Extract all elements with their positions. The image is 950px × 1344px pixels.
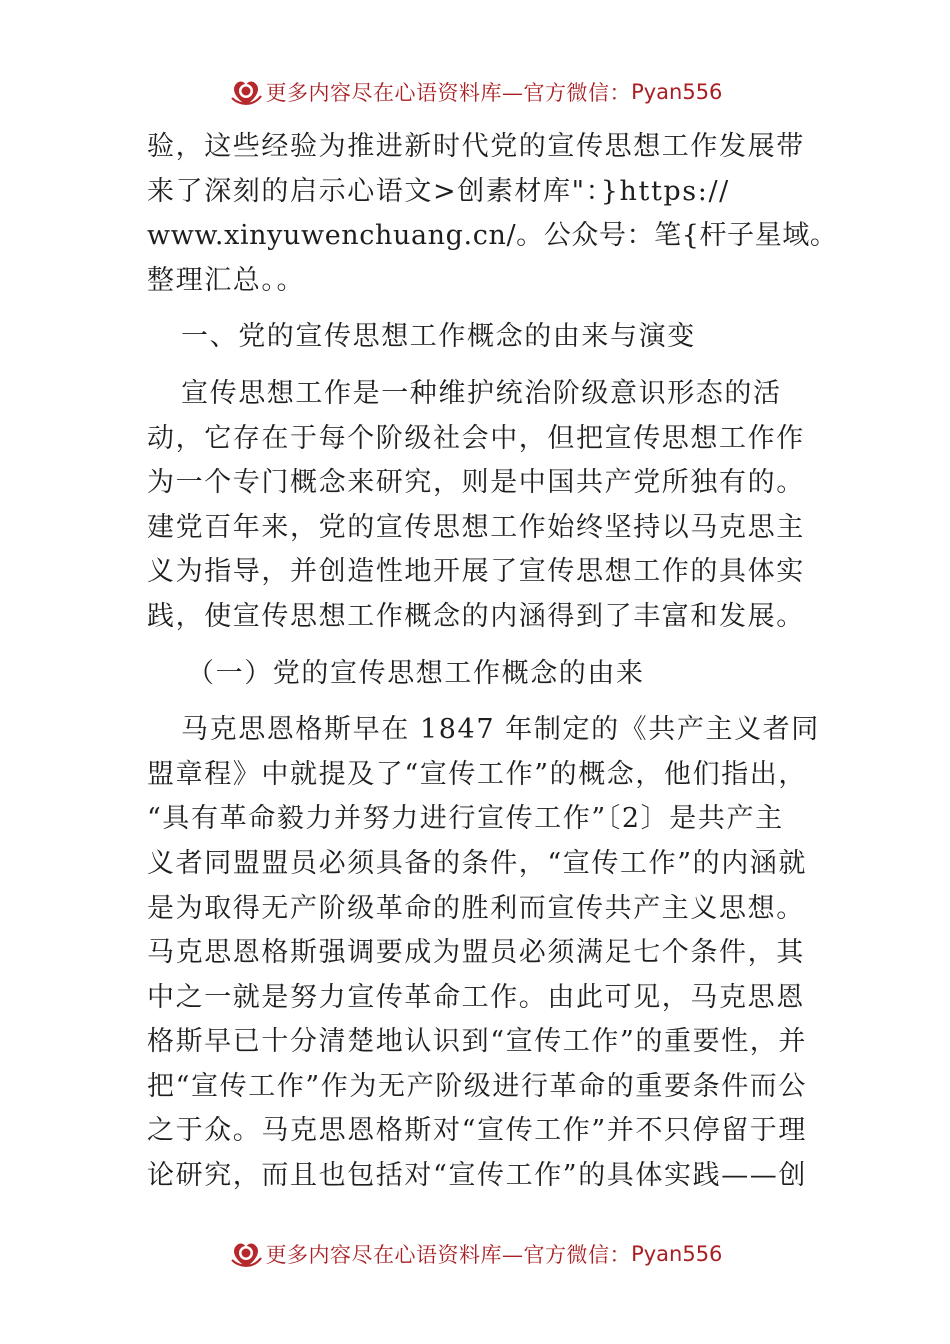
- xinyu-logo-icon: [228, 1236, 264, 1272]
- text-line: 来了深刻的启示心语文>创素材库"：}https://: [147, 175, 730, 207]
- text-line: 马克思恩格斯强调要成为盟员必须满足七个条件，其: [147, 937, 805, 969]
- text-line: www.xinyuwenchuang.cn/。公众号：笔{杆子星域。: [147, 220, 838, 252]
- text-line: 建党百年来，党的宣传思想工作始终坚持以马克思主: [147, 511, 805, 543]
- text-line: 是为取得无产阶级革命的胜利而宣传共产主义思想。: [147, 892, 805, 924]
- subsection-heading: [147, 652, 807, 697]
- text-line: 之于众。马克思恩格斯对“宣传工作”并不只停留于理: [147, 1115, 808, 1147]
- text-line: 义者同盟盟员必须具备的条件，“宣传工作”的内涵就: [147, 847, 808, 879]
- text-line: 论研究，而且也包括对“宣传工作”的具体实践——创: [147, 1160, 808, 1192]
- text-line: 格斯早已十分清楚地认识到“宣传工作”的重要性，并: [147, 1026, 808, 1058]
- watermark-wechat-id: Pyan556: [631, 1242, 723, 1266]
- text-line: 为一个专门概念来研究，则是中国共产党所独有的。: [147, 467, 805, 499]
- text-line: 盟章程》中就提及了“宣传工作”的概念，他们指出，: [147, 758, 808, 790]
- text-line: 马克思恩格斯早在 1847 年制定的《共产主义者同: [181, 714, 820, 746]
- text-line: 动，它存在于每个阶级社会中，但把宣传思想工作作: [147, 422, 805, 454]
- watermark-text: 更多内容尽在心语资料库—官方微信：: [265, 81, 632, 105]
- text-line: 验，这些经验为推进新时代党的宣传思想工作发展带: [147, 131, 805, 162]
- text-line: 整理汇总。。: [147, 264, 306, 296]
- text-line: 中之一就是努力宣传革命工作。由此可见，马克思恩: [147, 981, 805, 1013]
- text-line: 践，使宣传思想工作概念的内涵得到了丰富和发展。: [147, 600, 805, 632]
- text-line: 宣传思想工作是一种维护统治阶级意识形态的活: [181, 377, 782, 409]
- document-body: [147, 125, 838, 1199]
- text-line: “具有革命毅力并努力进行宣传工作”〔2〕是共产主: [147, 803, 784, 835]
- paragraph-intro: [147, 125, 838, 303]
- text-line: 把“宣传工作”作为无产阶级进行革命的重要条件而公: [147, 1070, 808, 1102]
- heading-text: 一、党的宣传思想工作概念的由来与演变: [181, 321, 696, 353]
- xinyu-logo-icon: [228, 74, 264, 110]
- watermark-wechat-id: Pyan556: [631, 80, 723, 104]
- paragraph-origin: [147, 708, 820, 1199]
- watermark-text: 更多内容尽在心语资料库—官方微信：: [265, 1243, 632, 1267]
- section-heading: [147, 315, 807, 360]
- paragraph-concept: [147, 372, 807, 640]
- watermark-banner-top: [0, 72, 950, 112]
- watermark-banner-bottom: [0, 1234, 950, 1274]
- subheading-text: （一）党的宣传思想工作概念的由来: [187, 657, 645, 689]
- text-line: 义为指导，并创造性地开展了宣传思想工作的具体实: [147, 556, 805, 588]
